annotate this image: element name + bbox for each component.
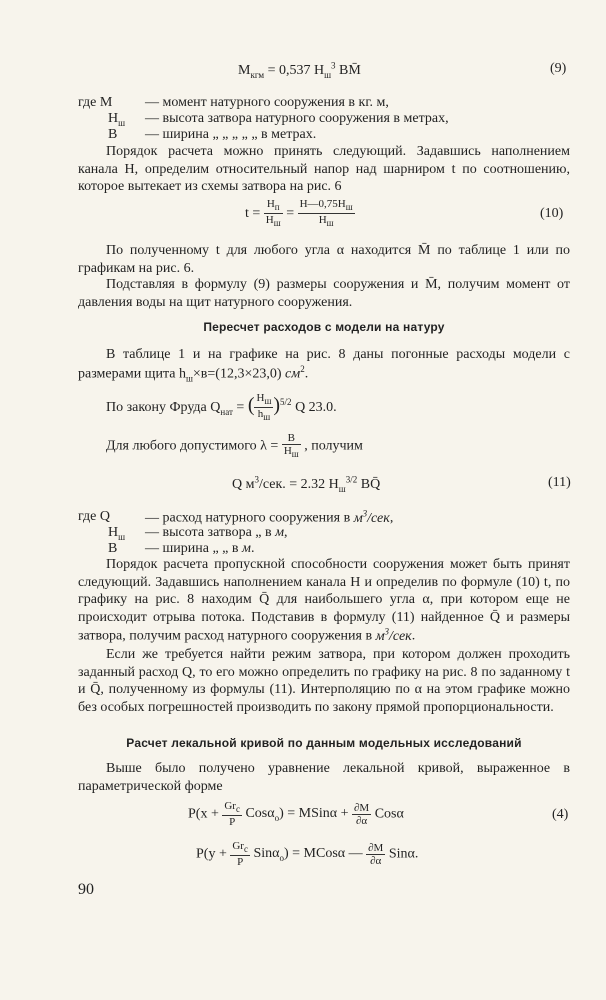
equation-9-text: $M_{кгм} = 0,537$ $H_ш^3$ BM̄ [238, 60, 361, 80]
lambda-definition [106, 432, 363, 460]
definition-text: — момент натурного сооружения в кг. м, [145, 95, 389, 110]
fraction-denominator: $H_ш$ [265, 214, 281, 229]
equation-part: P(y + [196, 846, 231, 862]
fraction-denominator: P [229, 816, 236, 829]
fraction-numerator: ∂M [368, 841, 384, 854]
definition-text: — высота затвора „ в м, [145, 525, 288, 540]
fraction [366, 842, 385, 867]
paragraph-table-model: В таблице 1 и на графике на рис. 8 даны погонные расходы модели с размерами щита $h_ш\times в=(12,3\times 23,0)$ $см^2$. [78, 347, 570, 383]
fraction-denominator: $H_ш$ [283, 445, 299, 460]
paragraph-curve-equation: Выше было получено уравнение лекальной кривой, выраженное в параметрической форме [78, 761, 570, 794]
equation-part: P(x + [188, 806, 223, 822]
section-heading-curve-calc: Расчет лекальной кривой по данным модельных исследований [126, 736, 522, 750]
froude-tail: Q 23.0. [295, 399, 337, 415]
equation-10-lhs: t = [245, 205, 261, 221]
equation-part: Sinα. [388, 846, 419, 862]
equation-9 [238, 60, 361, 81]
lambda-tail: , получим [304, 438, 363, 454]
equation-4-y [196, 840, 418, 868]
section-heading-flow-recalc: Пересчет расходов с модели на натуру [203, 320, 445, 334]
definition-symbol: B [108, 541, 118, 556]
definition-symbol: $H_ш$ [108, 525, 126, 542]
fraction [352, 802, 371, 827]
fraction [222, 800, 242, 828]
fraction-numerator: $Gr_c$ [232, 840, 248, 855]
froude-lead: По закону Фруда $Q_{нат}$ = [106, 399, 248, 417]
fraction [282, 432, 301, 460]
equation-part: Sinα$_o$) = MCosα — [253, 846, 367, 864]
equation-9-number: (9) [550, 61, 567, 76]
fraction [298, 198, 355, 229]
equation-4-x [188, 800, 404, 828]
lambda-lead: Для любого допустимого λ = [106, 438, 279, 454]
fraction-denominator: $h_ш$ [257, 408, 271, 423]
definition-text: — ширина „ „ „ „ „ в метрах. [145, 127, 317, 142]
equation-part: Cosα [374, 806, 404, 822]
fraction-denominator: ∂α [356, 814, 368, 827]
equation-4-number: (4) [552, 807, 569, 822]
paragraph-substitute: Подставляя в формулу (9) размеры сооружения и M̄, получим момент от давления воды на щит натурного сооружения. [78, 277, 570, 310]
fraction-numerator: ∂M [354, 801, 370, 814]
fraction-denominator: P [237, 856, 244, 869]
equation-11 [232, 474, 380, 495]
definition-symbol: где M [78, 95, 113, 110]
equation-part: Cosα$_o$) = MSinα + [245, 806, 352, 824]
paragraph-throughput-order: Порядок расчета пропускной способности сооружения может быть принят следующий. Задавшись наполнением канала H и определив по формуле (10) t, по графику на рис. 8 находим Q̄ для наибольшего угла α, при котором еще не происходит отрыва потока. Подставив в формулу (11) найденное Q̄ и размеры затвора, получим расход натурного сооружения в $м^3$/сек. [78, 557, 570, 644]
definition-symbol: где Q [78, 509, 110, 524]
fraction-numerator: $H—0,75H_ш$ [299, 198, 353, 213]
fraction [230, 840, 250, 868]
definition-text: — высота затвора натурного сооружения в метрах, [145, 111, 449, 126]
definition-symbol: B [108, 127, 118, 142]
fraction-denominator: ∂α [370, 854, 382, 867]
equation-11-number: (11) [548, 475, 571, 490]
equation-10: t = $\frac{H_п}{H_ш}$ = $\frac{H—0,75H_ш}{H_ш}$ [245, 198, 353, 229]
equation-11-text: Q $м^3$/сек. = 2.32 $H_ш^{3/2}$ BQ̄ [232, 474, 381, 494]
page-number: 90 [78, 881, 94, 898]
fraction [254, 392, 273, 423]
equation-10-number: (10) [540, 206, 564, 221]
paragraph-find-m: По полученному t для любого угла α находится M̄ по таблице 1 или по графикам на рис. 6. [78, 243, 570, 276]
froude-law-equation: По закону Фруда $Q_{нат}$ = ( $\frac{H_ш}{h_ш}$ )$^{5/2}$ Q 23.0. [106, 392, 337, 423]
paragraph-calculation-order: Порядок расчета можно принять следующий. Задавшись наполнением канала H, определим относительный напор над шарниром t по соотношению, которое вытекает из схемы затвора на рис. 6 [78, 144, 570, 194]
definition-symbol: $H_ш$ [108, 111, 126, 128]
fraction-numerator: $Gr_c$ [224, 800, 240, 815]
fraction [264, 198, 283, 229]
definition-text: — расход натурного сооружения в $м^3$/сек, [145, 508, 394, 526]
fraction-numerator: B [282, 432, 301, 445]
definition-text: — ширина „ „ в м. [145, 541, 255, 556]
paragraph-gate-mode: Если же требуется найти режим затвора, при котором должен проходить заданный расход Q, то его можно определить по графику на рис. 8 по заданному t и Q̄, полученному из формулы (11). Интерполяцию по α на этом графике можно без особых погрешностей производить по закону прямой пропорциональности. [78, 647, 570, 715]
fraction-numerator: $H_п$ [264, 198, 283, 214]
fraction-denominator: $H_ш$ [318, 214, 334, 229]
fraction-numerator: $H_ш$ [256, 392, 272, 407]
